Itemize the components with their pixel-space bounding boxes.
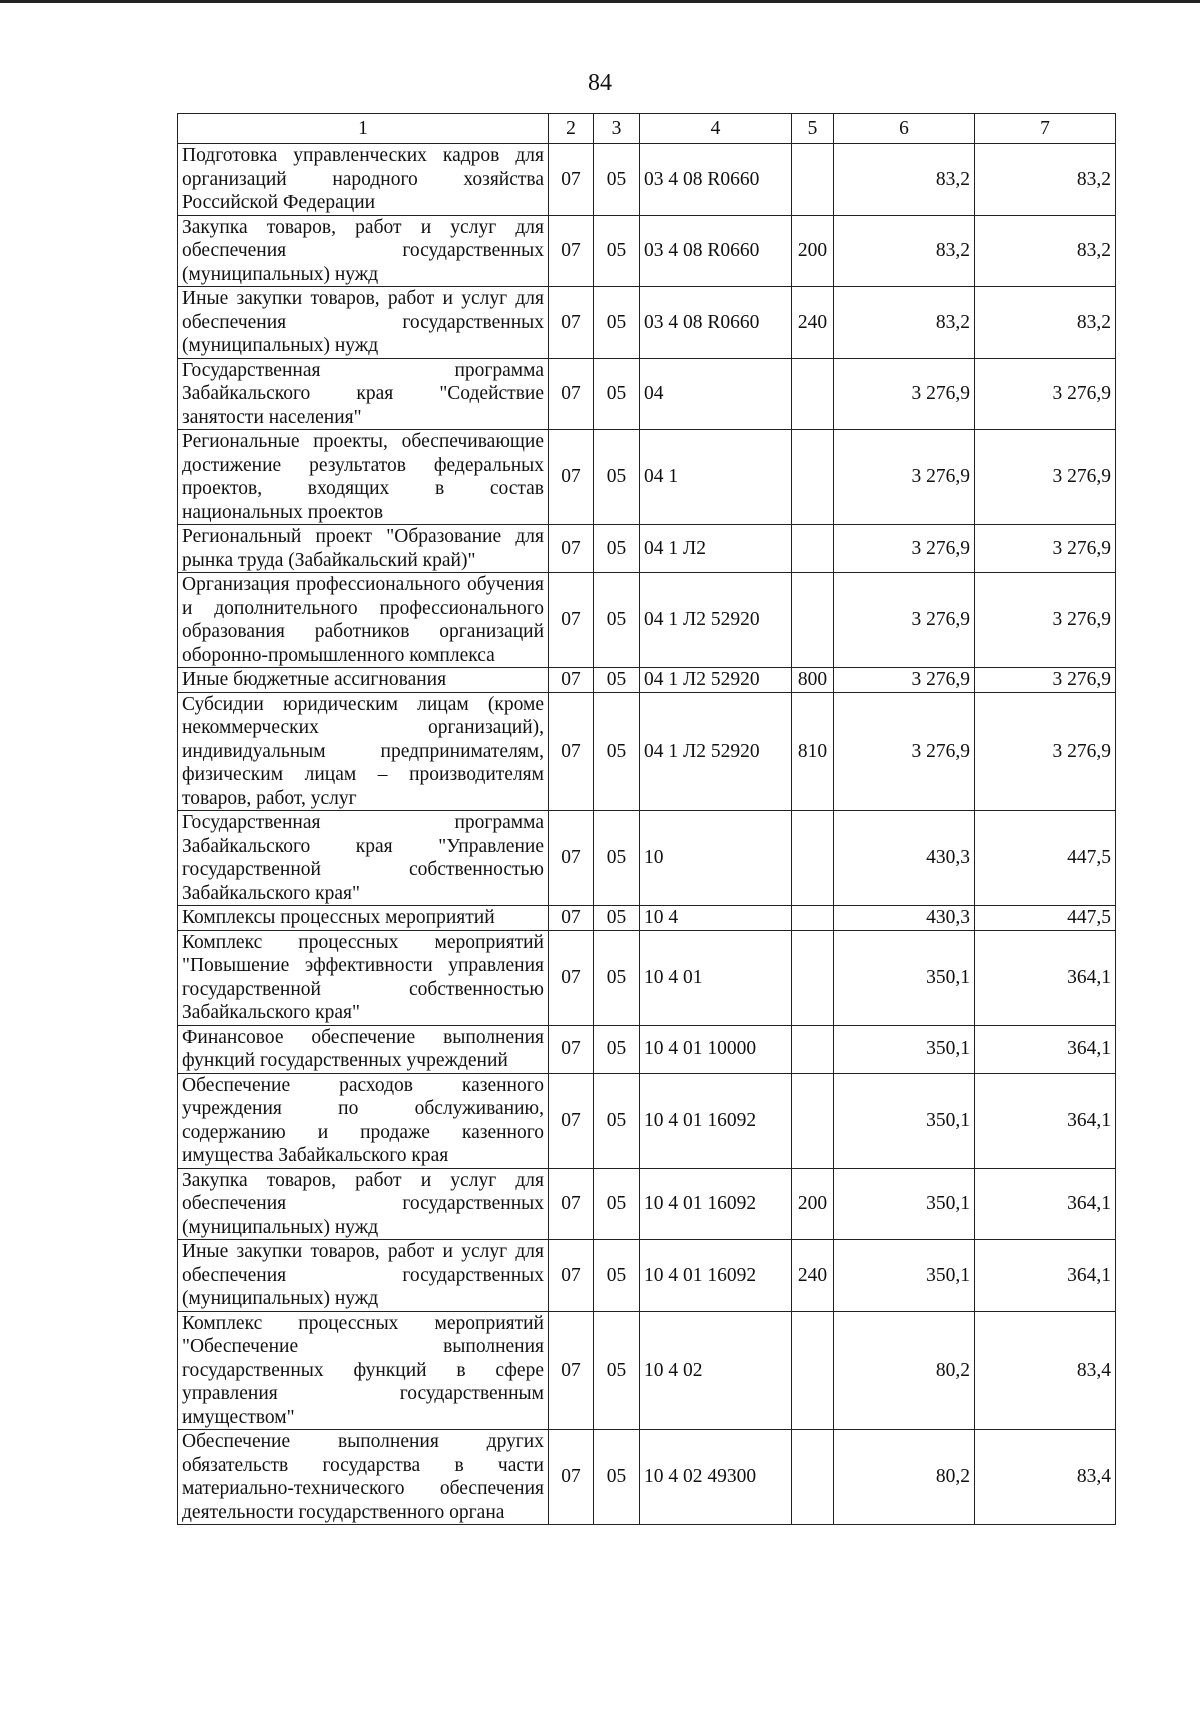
section-cell: 07 — [549, 668, 594, 693]
amount-col6-cell: 430,3 — [834, 811, 975, 906]
amount-col6-cell: 80,2 — [834, 1430, 975, 1525]
table-row — [178, 692, 1116, 811]
amount-col7-cell: 83,2 — [975, 287, 1116, 359]
column-header-1: 1 — [178, 114, 549, 144]
column-header-5: 5 — [792, 114, 834, 144]
subsection-cell: 05 — [594, 430, 640, 525]
column-header-4: 4 — [640, 114, 792, 144]
row-name-cell: Иные закупки товаров, работ и услуг для обеспечения государственных (муниципальных) нужд — [178, 287, 549, 359]
subsection-cell: 05 — [594, 144, 640, 216]
amount-col6-cell: 350,1 — [834, 1073, 975, 1168]
amount-col6-cell: 83,2 — [834, 215, 975, 287]
target-article-cell: 03 4 08 R0660 — [640, 287, 792, 359]
amount-col6-cell: 350,1 — [834, 1168, 975, 1240]
expense-type-cell: 800 — [792, 668, 834, 693]
row-name-cell: Обеспечение выполнения других обязательств государства в части материально-технического обеспечения деятельности государственного органа — [178, 1430, 549, 1525]
row-name-cell: Финансовое обеспечение выполнения функций государственных учреждений — [178, 1025, 549, 1073]
amount-col7-cell: 83,4 — [975, 1311, 1116, 1430]
table-row — [178, 811, 1116, 906]
expense-type-cell — [792, 930, 834, 1025]
amount-col7-cell: 3 276,9 — [975, 668, 1116, 693]
table-row — [178, 144, 1116, 216]
subsection-cell: 05 — [594, 287, 640, 359]
target-article-cell: 10 4 — [640, 906, 792, 931]
expense-type-cell — [792, 430, 834, 525]
section-cell: 07 — [549, 930, 594, 1025]
expense-type-cell — [792, 906, 834, 931]
expense-type-cell — [792, 573, 834, 668]
expense-type-cell: 200 — [792, 215, 834, 287]
amount-col7-cell: 364,1 — [975, 1073, 1116, 1168]
section-cell: 07 — [549, 1168, 594, 1240]
budget-table — [177, 113, 1116, 1525]
row-name-cell: Комплекс процессных мероприятий "Повышение эффективности управления государственной собственностью Забайкальского края" — [178, 930, 549, 1025]
amount-col6-cell: 80,2 — [834, 1311, 975, 1430]
expense-type-cell — [792, 1430, 834, 1525]
row-name-cell: Обеспечение расходов казенного учреждения по обслуживанию, содержанию и продаже казенного имущества Забайкальского края — [178, 1073, 549, 1168]
amount-col6-cell: 430,3 — [834, 906, 975, 931]
target-article-cell: 04 1 Л2 52920 — [640, 668, 792, 693]
target-article-cell: 10 4 01 16092 — [640, 1240, 792, 1312]
subsection-cell: 05 — [594, 1430, 640, 1525]
section-cell: 07 — [549, 906, 594, 931]
amount-col7-cell: 447,5 — [975, 811, 1116, 906]
row-name-cell: Комплексы процессных мероприятий — [178, 906, 549, 931]
row-name-cell: Подготовка управленческих кадров для организаций народного хозяйства Российской Федерации — [178, 144, 549, 216]
subsection-cell: 05 — [594, 1311, 640, 1430]
expense-type-cell: 810 — [792, 692, 834, 811]
section-cell: 07 — [549, 430, 594, 525]
subsection-cell: 05 — [594, 1073, 640, 1168]
subsection-cell: 05 — [594, 811, 640, 906]
amount-col7-cell: 364,1 — [975, 1168, 1116, 1240]
amount-col6-cell: 3 276,9 — [834, 668, 975, 693]
expense-type-cell — [792, 1025, 834, 1073]
table-row — [178, 1240, 1116, 1312]
table-row — [178, 1430, 1116, 1525]
target-article-cell: 10 4 02 49300 — [640, 1430, 792, 1525]
subsection-cell: 05 — [594, 573, 640, 668]
subsection-cell: 05 — [594, 692, 640, 811]
page-number: 84 — [588, 70, 612, 96]
column-header-7: 7 — [975, 114, 1116, 144]
subsection-cell: 05 — [594, 1168, 640, 1240]
row-name-cell: Государственная программа Забайкальского края "Управление государственной собственностью Забайкальского края" — [178, 811, 549, 906]
amount-col6-cell: 3 276,9 — [834, 692, 975, 811]
target-article-cell: 03 4 08 R0660 — [640, 215, 792, 287]
amount-col7-cell: 364,1 — [975, 1025, 1116, 1073]
amount-col7-cell: 3 276,9 — [975, 430, 1116, 525]
subsection-cell: 05 — [594, 525, 640, 573]
column-header-6: 6 — [834, 114, 975, 144]
table-row — [178, 358, 1116, 430]
expense-type-cell — [792, 525, 834, 573]
amount-col7-cell: 447,5 — [975, 906, 1116, 931]
section-cell: 07 — [549, 1430, 594, 1525]
section-cell: 07 — [549, 811, 594, 906]
row-name-cell: Иные закупки товаров, работ и услуг для обеспечения государственных (муниципальных) нужд — [178, 1240, 549, 1312]
subsection-cell: 05 — [594, 930, 640, 1025]
expense-type-cell — [792, 1073, 834, 1168]
target-article-cell: 10 4 01 16092 — [640, 1168, 792, 1240]
table-row — [178, 287, 1116, 359]
row-name-cell: Организация профессионального обучения и дополнительного профессионального образования работников организаций оборонно-промышленного комплекса — [178, 573, 549, 668]
section-cell: 07 — [549, 692, 594, 811]
column-header-2: 2 — [549, 114, 594, 144]
expense-type-cell — [792, 358, 834, 430]
target-article-cell: 04 1 Л2 52920 — [640, 692, 792, 811]
subsection-cell: 05 — [594, 215, 640, 287]
expense-type-cell — [792, 144, 834, 216]
row-name-cell: Региональный проект "Образование для рынка труда (Забайкальский край)" — [178, 525, 549, 573]
target-article-cell: 04 1 Л2 — [640, 525, 792, 573]
column-header-3: 3 — [594, 114, 640, 144]
amount-col7-cell: 364,1 — [975, 1240, 1116, 1312]
table-row — [178, 1025, 1116, 1073]
section-cell: 07 — [549, 358, 594, 430]
subsection-cell: 05 — [594, 1240, 640, 1312]
target-article-cell: 03 4 08 R0660 — [640, 144, 792, 216]
row-name-cell: Иные бюджетные ассигнования — [178, 668, 549, 693]
amount-col6-cell: 83,2 — [834, 287, 975, 359]
section-cell: 07 — [549, 1311, 594, 1430]
amount-col7-cell: 83,2 — [975, 144, 1116, 216]
amount-col6-cell: 3 276,9 — [834, 573, 975, 668]
expense-type-cell: 240 — [792, 1240, 834, 1312]
table-row — [178, 1311, 1116, 1430]
table-row — [178, 930, 1116, 1025]
section-cell: 07 — [549, 1073, 594, 1168]
table-body — [178, 144, 1116, 1525]
target-article-cell: 10 4 02 — [640, 1311, 792, 1430]
row-name-cell: Закупка товаров, работ и услуг для обеспечения государственных (муниципальных) нужд — [178, 215, 549, 287]
amount-col7-cell: 3 276,9 — [975, 525, 1116, 573]
row-name-cell: Региональные проекты, обеспечивающие достижение результатов федеральных проектов, входящих в состав национальных проектов — [178, 430, 549, 525]
amount-col6-cell: 350,1 — [834, 1025, 975, 1073]
amount-col6-cell: 350,1 — [834, 1240, 975, 1312]
section-cell: 07 — [549, 573, 594, 668]
table-row — [178, 215, 1116, 287]
section-cell: 07 — [549, 1240, 594, 1312]
table-row — [178, 1168, 1116, 1240]
subsection-cell: 05 — [594, 1025, 640, 1073]
amount-col7-cell: 83,4 — [975, 1430, 1116, 1525]
amount-col7-cell: 83,2 — [975, 215, 1116, 287]
target-article-cell: 04 — [640, 358, 792, 430]
target-article-cell: 10 — [640, 811, 792, 906]
amount-col6-cell: 3 276,9 — [834, 358, 975, 430]
amount-col6-cell: 3 276,9 — [834, 525, 975, 573]
subsection-cell: 05 — [594, 668, 640, 693]
row-name-cell: Государственная программа Забайкальского края "Содействие занятости населения" — [178, 358, 549, 430]
row-name-cell: Субсидии юридическим лицам (кроме некоммерческих организаций), индивидуальным предпринимателям, физическим лицам – производителям товаров, работ, услуг — [178, 692, 549, 811]
target-article-cell: 10 4 01 16092 — [640, 1073, 792, 1168]
amount-col6-cell: 3 276,9 — [834, 430, 975, 525]
table-row — [178, 430, 1116, 525]
target-article-cell: 04 1 Л2 52920 — [640, 573, 792, 668]
section-cell: 07 — [549, 525, 594, 573]
section-cell: 07 — [549, 1025, 594, 1073]
amount-col7-cell: 364,1 — [975, 930, 1116, 1025]
table-row — [178, 525, 1116, 573]
row-name-cell: Закупка товаров, работ и услуг для обеспечения государственных (муниципальных) нужд — [178, 1168, 549, 1240]
amount-col6-cell: 350,1 — [834, 930, 975, 1025]
table-row — [178, 668, 1116, 693]
target-article-cell: 10 4 01 10000 — [640, 1025, 792, 1073]
subsection-cell: 05 — [594, 906, 640, 931]
expense-type-cell: 200 — [792, 1168, 834, 1240]
amount-col6-cell: 83,2 — [834, 144, 975, 216]
subsection-cell: 05 — [594, 358, 640, 430]
row-name-cell: Комплекс процессных мероприятий "Обеспечение выполнения государственных функций в сфере управления государственным имуществом" — [178, 1311, 549, 1430]
section-cell: 07 — [549, 144, 594, 216]
section-cell: 07 — [549, 287, 594, 359]
expense-type-cell: 240 — [792, 287, 834, 359]
table-row — [178, 1073, 1116, 1168]
expense-type-cell — [792, 811, 834, 906]
target-article-cell: 04 1 — [640, 430, 792, 525]
section-cell: 07 — [549, 215, 594, 287]
amount-col7-cell: 3 276,9 — [975, 573, 1116, 668]
expense-type-cell — [792, 1311, 834, 1430]
top-border-line — [0, 0, 1200, 3]
amount-col7-cell: 3 276,9 — [975, 358, 1116, 430]
table-row — [178, 573, 1116, 668]
amount-col7-cell: 3 276,9 — [975, 692, 1116, 811]
target-article-cell: 10 4 01 — [640, 930, 792, 1025]
header-row — [178, 114, 1116, 144]
table-row — [178, 906, 1116, 931]
